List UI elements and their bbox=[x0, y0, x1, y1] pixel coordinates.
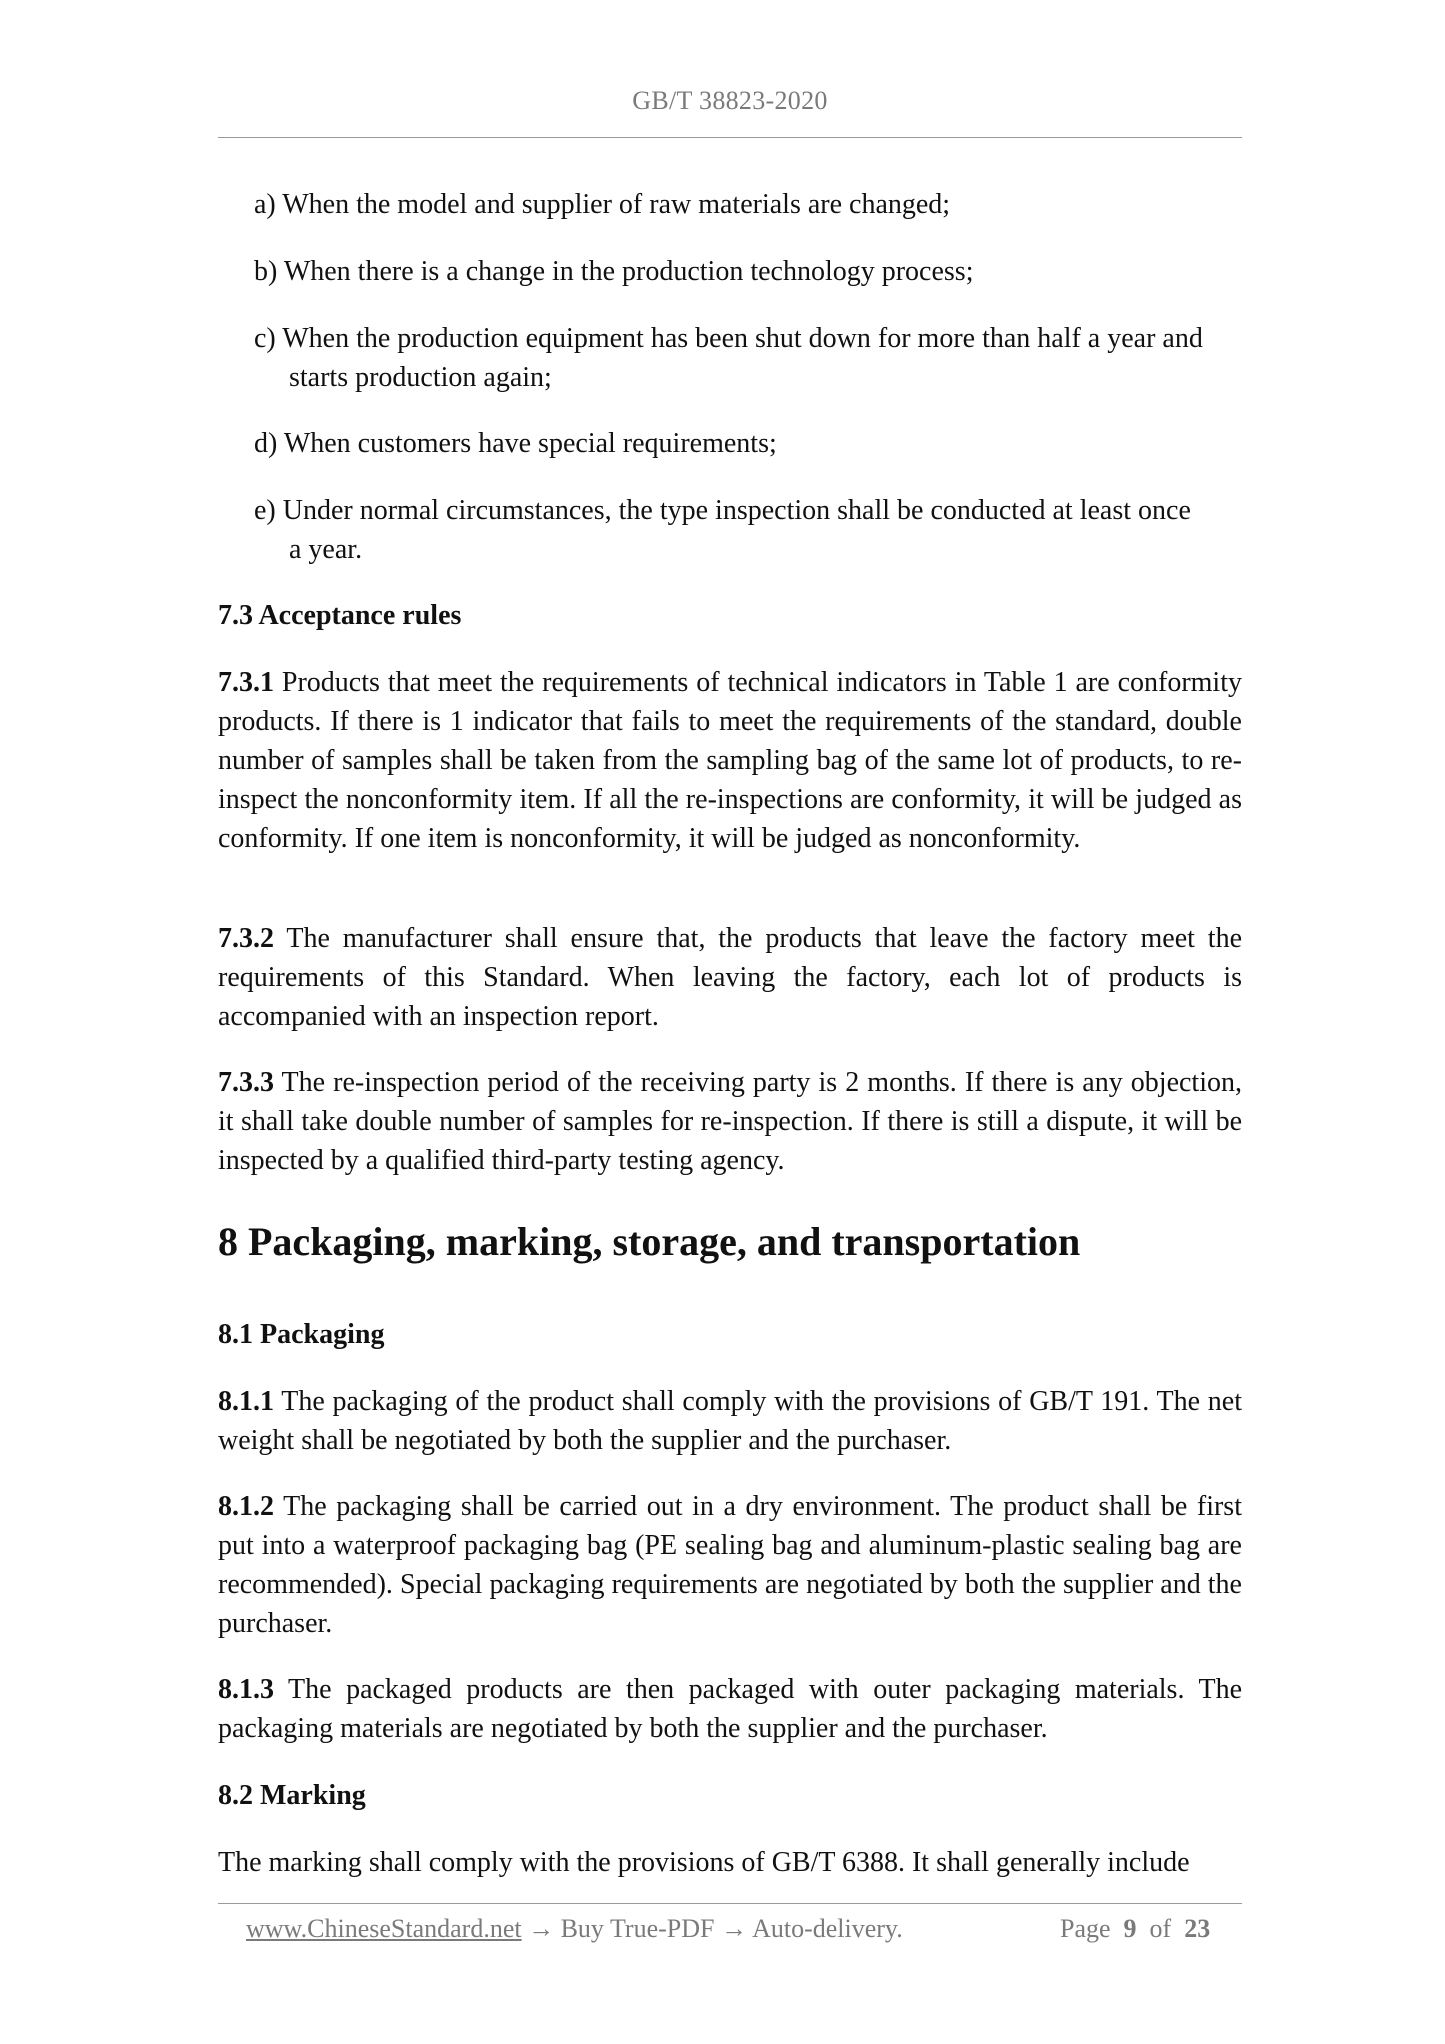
list-item-text: c) When the production equipment has been shut down for more than half a year and bbox=[254, 323, 1203, 354]
clause-text: Products that meet the requirements of technical indicators in Table 1 are conformity products. If there is 1 indicator that fails to meet the requirements of the standard, double number of samples shall be taken from the sampling bag of the same lot of products, to re-inspect the nonconformity item. If all the re-inspections are conformity, it will be judged as conformity. If one item is nonconformity, it will be judged as nonconformity. bbox=[218, 667, 1242, 854]
section-heading-7-3: 7.3 Acceptance rules bbox=[218, 600, 462, 631]
paragraph-7-3-1 bbox=[218, 663, 1242, 858]
paragraph-7-3-3 bbox=[218, 1063, 1242, 1180]
list-item-text: d) When customers have special requirements; bbox=[254, 428, 777, 459]
section-heading-8-1: 8.1 Packaging bbox=[218, 1319, 385, 1350]
footer-left bbox=[246, 1914, 903, 1944]
clause-text: The packaging shall be carried out in a dry environment. The product shall be first put into a waterproof packaging bag (PE sealing bag and aluminum-plastic sealing bag are recommended). Special packaging requirements are negotiated by both the supplier and the purchaser. bbox=[218, 1491, 1242, 1639]
section-heading-8-2: 8.2 Marking bbox=[218, 1780, 366, 1811]
of-label: of bbox=[1149, 1914, 1172, 1943]
footer-delivery-text: Auto-delivery. bbox=[752, 1914, 903, 1943]
list-item-text: a) When the model and supplier of raw materials are changed; bbox=[254, 189, 951, 220]
list-item-text: b) When there is a change in the production technology process; bbox=[254, 256, 974, 287]
list-item-text: e) Under normal circumstances, the type inspection shall be conducted at least once bbox=[254, 495, 1191, 526]
arrow-right-icon: → bbox=[528, 1914, 555, 1943]
paragraph-7-3-2 bbox=[218, 919, 1242, 1036]
page-header-title: GB/T 38823-2020 bbox=[632, 86, 828, 115]
page-label: Page bbox=[1060, 1914, 1111, 1943]
list-item-continuation: a year. bbox=[289, 534, 363, 565]
clause-number: 7.3.1 bbox=[218, 667, 274, 698]
clause-text: The manufacturer shall ensure that, the products that leave the factory meet the requirements of this Standard. When leaving the factory, each lot of products is accompanied with an inspection report. bbox=[218, 923, 1242, 1032]
list-item-b bbox=[254, 252, 1242, 291]
list-item-a bbox=[254, 185, 1242, 224]
clause-number: 7.3.3 bbox=[218, 1067, 274, 1098]
clause-number: 8.1.2 bbox=[218, 1491, 274, 1522]
paragraph-8-1-3 bbox=[218, 1670, 1242, 1748]
clause-text: The packaging of the product shall comply with the provisions of GB/T 191. The net weight shall be negotiated by both the supplier and the purchaser. bbox=[218, 1386, 1242, 1456]
clause-number: 8.1.3 bbox=[218, 1674, 274, 1705]
list-item-c bbox=[254, 319, 1242, 397]
paragraph-8-1-1 bbox=[218, 1382, 1242, 1460]
paragraph-8-1-2 bbox=[218, 1487, 1242, 1643]
clause-text: The packaged products are then packaged with outer packaging materials. The packaging materials are negotiated by both the supplier and the purchaser. bbox=[218, 1674, 1242, 1744]
clause-number: 7.3.2 bbox=[218, 923, 274, 954]
arrow-right-icon: → bbox=[721, 1914, 747, 1943]
list-item-continuation: starts production again; bbox=[289, 362, 552, 393]
page-number: 9 bbox=[1123, 1914, 1137, 1943]
list-item-d bbox=[254, 424, 1242, 463]
clause-text: The marking shall comply with the provisions of GB/T 6388. It shall generally include bbox=[218, 1847, 1190, 1878]
footer-rule bbox=[218, 1903, 1242, 1904]
page-total: 23 bbox=[1184, 1914, 1211, 1943]
clause-text: The re-inspection period of the receiving party is 2 months. If there is any objection, it shall take double number of samples for re-inspection. If there is still a dispute, it will be inspected by a qualified third-party testing agency. bbox=[218, 1067, 1242, 1176]
paragraph-8-2 bbox=[218, 1843, 1242, 1882]
website-link[interactable]: www.ChineseStandard.net bbox=[246, 1914, 522, 1943]
header-rule bbox=[218, 137, 1242, 138]
chapter-heading-8: 8 Packaging, marking, storage, and transportation bbox=[218, 1219, 1081, 1264]
list-item-e bbox=[254, 491, 1242, 569]
page-counter bbox=[1060, 1914, 1210, 1944]
footer-buy-text: Buy True-PDF bbox=[560, 1914, 715, 1943]
clause-number: 8.1.1 bbox=[218, 1386, 274, 1417]
